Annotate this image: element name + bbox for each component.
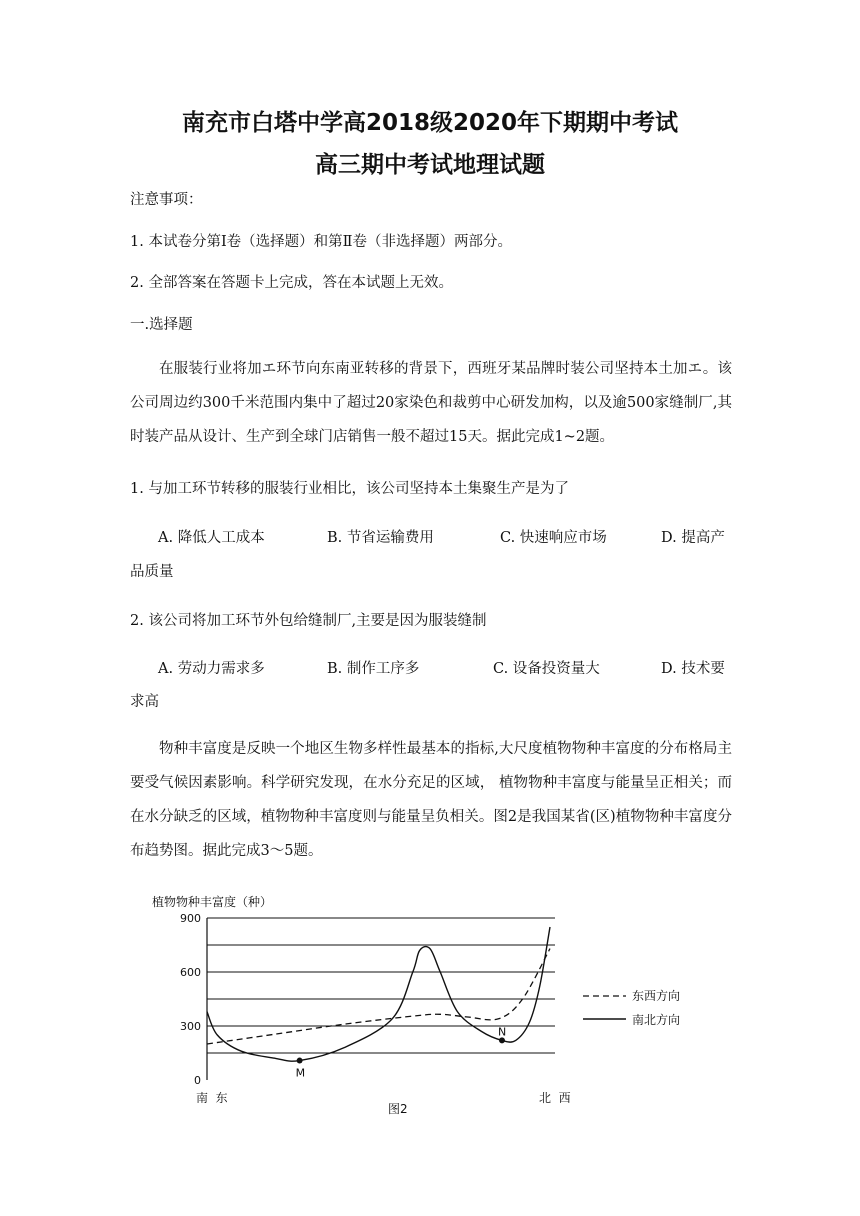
legend-east-west: 东西方向 [632,989,681,1003]
marked-points [296,1025,507,1079]
y-tick-label: 900 [180,912,201,925]
series-north-south-line [207,927,550,1061]
exam-subtitle: 高三期中考试地理试题 [315,152,545,178]
question-2-option-b: B. 制作工序多 [327,661,420,677]
passage-1: 在服装行业将加エ环节向东南亚转移的背景下，西班牙某品牌时装公司坚持本土加エ。该公司周边约300千米范围内集中了超过20家染色和裁剪中心研发加构，以及逾500家缝制厂,其时装产品从设计、生产到全球门店销售一般不超过15天。据此完成1~2题。 [130,361,732,445]
question-1-option-d: D. 提高产 [661,530,725,546]
question-2-option-a: A. 劳动力需求多 [158,661,265,677]
question-1-option-c: C. 快速响应市场 [500,530,607,546]
species-richness-chart [0,880,860,1120]
point-n-label: N [497,1025,507,1039]
question-1-option-a: A. 降低人工成本 [158,530,265,546]
question-2-stem: 2. 该公司将加工环节外包给缝制厂,主要是因为服装缝制 [130,613,487,629]
section-title: 一.选择题 [130,317,193,333]
notice-item-1: 1. 本试卷分第Ⅰ卷（选择题）和第Ⅱ卷（非选择题）两部分。 [130,234,513,250]
y-tick-label: 600 [180,966,201,979]
x-label-left: 南 东 [196,1091,228,1105]
legend [583,988,680,1027]
passage-2: 物种丰富度是反映一个地区生物多样性最基本的指标,大尺度植物物种丰富度的分布格局主要受气候因素影响。科学研究发现，在水分充足的区域， 植物物种丰富度与能量呈正相关；而在水分缺乏的区域，植物物种丰富度则与能量呈负相关。图2是我国某省(区)植物物种丰富度分布趋势图。据此完成3～5题。 [130,741,732,859]
notice-item-2: 2. 全部答案在答题卡上完成，答在本试题上无效。 [130,275,453,291]
question-1-option-b: B. 节省运输费用 [327,530,434,546]
question-2-option-c: C. 设备投资量大 [493,661,600,677]
question-2-option-d: D. 技术要 [661,661,725,677]
legend-north-south: 南北方向 [632,1013,681,1027]
question-1-stem: 1. 与加工环节转移的服装行业相比，该公司坚持本土集聚生产是为了 [130,481,569,497]
point-m-marker [297,1058,303,1064]
question-2-option-d-wrap: 求高 [130,694,159,710]
point-m-label: M [295,1066,306,1080]
y-tick-label: 0 [194,1074,201,1087]
exam-title: 南充市白塔中学高2018级2020年下期期中考试 [181,110,679,136]
x-label-right: 北 西 [539,1091,571,1105]
y-tick-labels [180,912,201,1087]
figure-caption: 图2 [388,1102,408,1116]
y-tick-label: 300 [180,1020,201,1033]
y-axis-label: 植物物种丰富度（种） [152,895,273,909]
notice-heading: 注意事项： [130,192,203,208]
question-1-option-d-wrap: 品质量 [130,564,174,580]
